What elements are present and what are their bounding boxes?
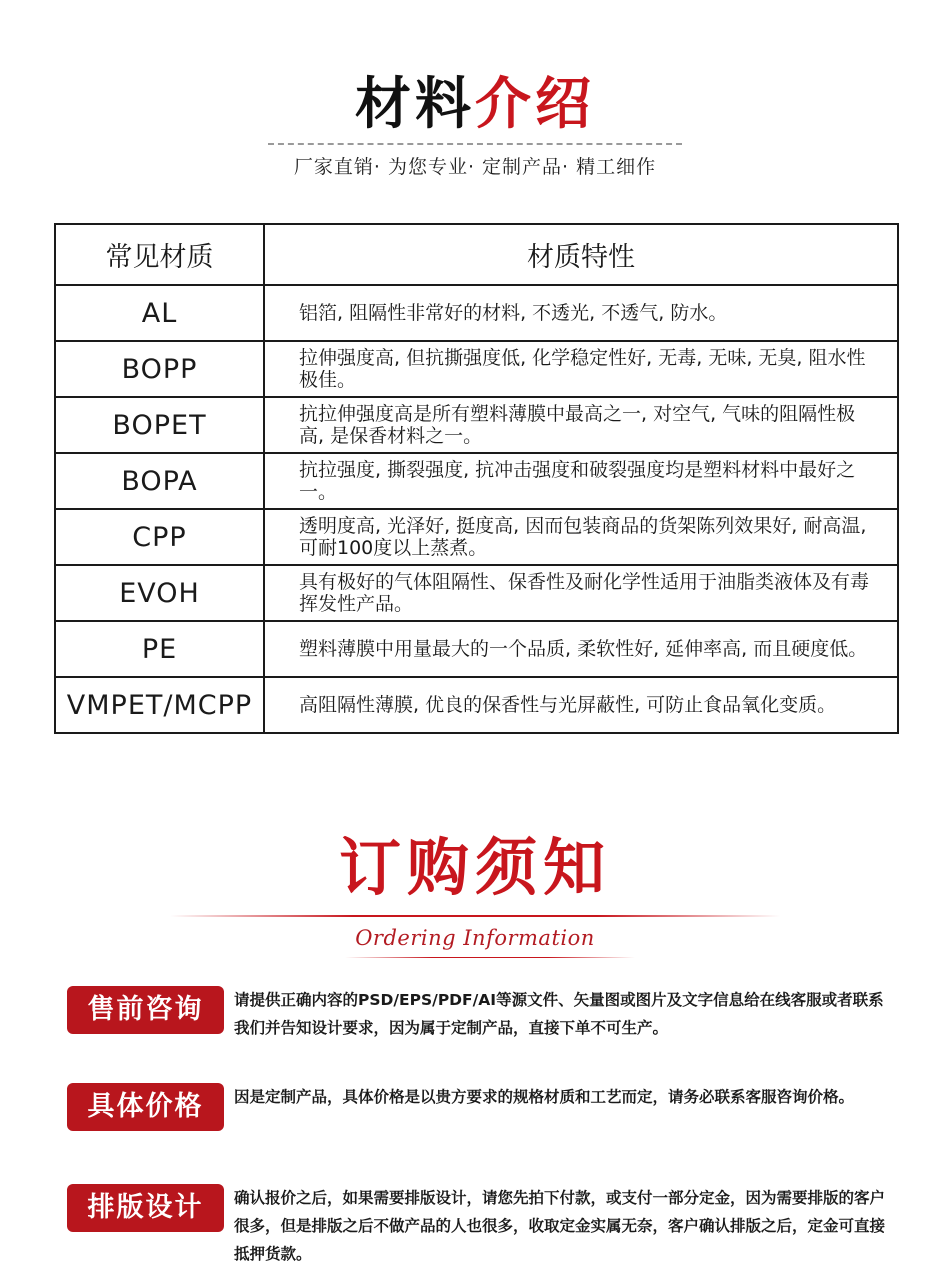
table-row	[55, 285, 898, 341]
notice-badge: 具体价格	[67, 1083, 224, 1131]
material-name: BOPP	[55, 341, 264, 397]
material-desc: 透明度高, 光泽好, 挺度高, 因而包装商品的货架陈列效果好, 耐高温, 可耐100度以上蒸煮。	[264, 509, 898, 565]
material-desc: 抗拉强度, 撕裂强度, 抗冲击强度和破裂强度均是塑料材料中最好之一。	[264, 453, 898, 509]
material-desc: 铝箔, 阻隔性非常好的材料, 不透光, 不透气, 防水。	[264, 285, 898, 341]
red-divider	[170, 915, 780, 917]
material-desc: 高阻隔性薄膜, 优良的保香性与光屏蔽性, 可防止食品氧化变质。	[264, 677, 898, 733]
material-desc: 抗拉伸强度高是所有塑料薄膜中最高之一, 对空气, 气味的阻隔性极高, 是保香材料之一。	[264, 397, 898, 453]
ordering-section-title: 订购须知	[338, 831, 611, 904]
table-row	[55, 341, 898, 397]
notice-badge: 售前咨询	[67, 986, 224, 1034]
material-name: BOPA	[55, 453, 264, 509]
material-name: VMPET/MCPP	[55, 677, 264, 733]
table-row	[55, 509, 898, 565]
material-name: AL	[55, 285, 264, 341]
material-desc: 塑料薄膜中用量最大的一个品质, 柔软性好, 延伸率高, 而且硬度低。	[264, 621, 898, 677]
notice-text: 因是定制产品，具体价格是以贵方要求的规格材质和工艺而定，请务必联系客服咨询价格。	[234, 1088, 855, 1106]
materials-subtitle: 厂家直销· 为您专业· 定制产品· 精工细作	[293, 156, 657, 178]
table-row	[55, 565, 898, 621]
materials-title-part1: 材料	[355, 72, 475, 137]
ordering-subtitle-wrap	[0, 926, 950, 950]
material-desc: 拉伸强度高, 但抗撕强度低, 化学稳定性好, 无毒, 无味, 无臭, 阻水性极佳。	[264, 341, 898, 397]
table-row	[55, 621, 898, 677]
materials-title-part2: 介绍	[475, 72, 595, 137]
material-name: PE	[55, 621, 264, 677]
materials-table	[54, 223, 899, 734]
notice-badge: 排版设计	[67, 1184, 224, 1232]
red-underline	[345, 957, 635, 958]
header-material: 常见材质	[55, 224, 264, 285]
notice-text: 确认报价之后，如果需要排版设计，请您先拍下付款，或支付一部分定金，因为需要排版的客户很多，但是排版之后不做产品的人也很多，收取定金实属无奈，客户确认排版之后，定金可直接抵押货款。	[234, 1189, 886, 1263]
ordering-subtitle: Ordering Information	[355, 926, 595, 950]
notice-text: 请提供正确内容的PSD/EPS/PDF/AI等源文件、矢量图或图片及文字信息给在线客服或者联系我们并告知设计要求，因为属于定制产品，直接下单不可生产。	[234, 991, 884, 1037]
table-row	[55, 453, 898, 509]
materials-section-title	[0, 70, 950, 140]
table-row	[55, 677, 898, 733]
dashed-divider	[268, 143, 682, 145]
material-name: BOPET	[55, 397, 264, 453]
material-desc: 具有极好的气体阻隔性、保香性及耐化学性适用于油脂类液体及有毒挥发性产品。	[264, 565, 898, 621]
material-name: EVOH	[55, 565, 264, 621]
header-properties: 材质特性	[264, 224, 898, 285]
table-header-row	[55, 224, 898, 285]
material-name: CPP	[55, 509, 264, 565]
table-row	[55, 397, 898, 453]
